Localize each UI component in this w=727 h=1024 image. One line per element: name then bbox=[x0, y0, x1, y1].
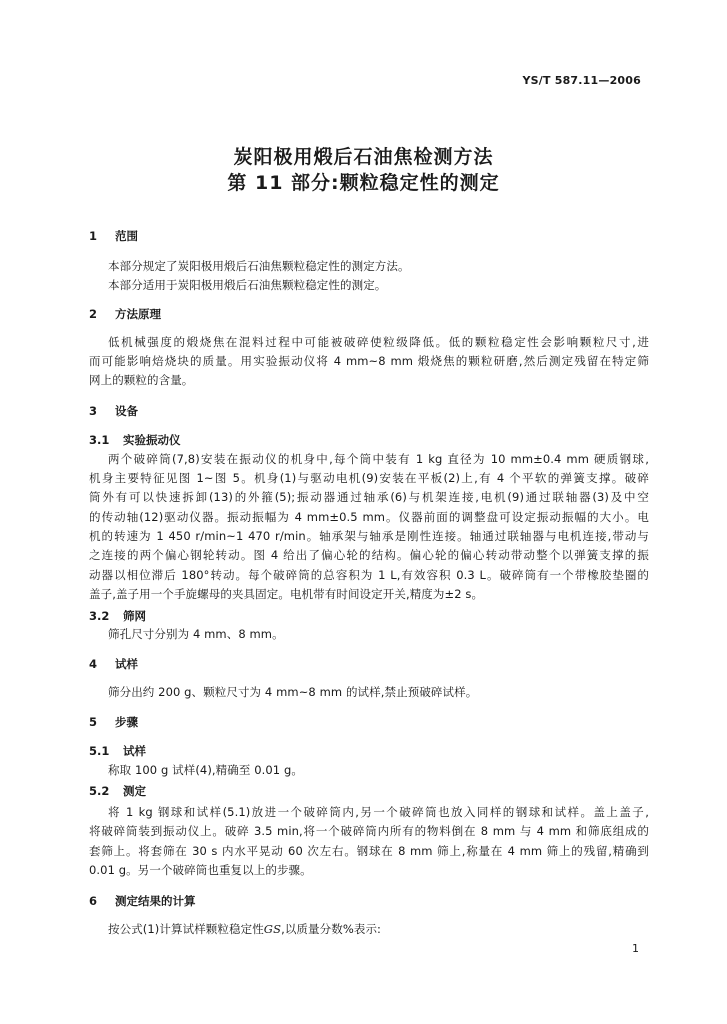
subsection-title: 测定 bbox=[123, 784, 146, 798]
formula-intro-suffix: ,以质量分数%表示: bbox=[281, 922, 382, 936]
subsection-3-2-line: 筛孔尺寸分别为 4 mm、8 mm。 bbox=[108, 627, 284, 641]
subsection-number: 3.1 bbox=[89, 433, 110, 447]
section-number: 4 bbox=[89, 657, 98, 671]
section-title: 方法原理 bbox=[115, 307, 161, 321]
section-title: 范围 bbox=[115, 229, 138, 243]
section-6-paragraph-line bbox=[89, 922, 649, 936]
formula-intro-text: 按公式(1)计算试样颗粒稳定性 bbox=[108, 922, 264, 936]
subsection-3-1-line: 盖子,盖子用一个手旋螺母的夹具固定。电机带有时间设定开关,精度为±2 s。 bbox=[89, 587, 484, 601]
gs-symbol: GS bbox=[263, 922, 282, 936]
subsection-title: 试样 bbox=[123, 744, 146, 758]
page-number: 1 bbox=[632, 942, 639, 955]
section-2-paragraph-line: 网上的颗粒的含量。 bbox=[89, 373, 194, 387]
section-number: 6 bbox=[89, 894, 98, 908]
section-1-paragraph-line: 本部分规定了炭阳极用煅后石油焦颗粒稳定性的测定方法。 bbox=[108, 259, 410, 273]
subsection-3-1-line: 动器以相位滞后 180°转动。每个破碎筒的总容积为 1 L,有效容积 0.3 L。破碎筒有一个带橡胶垫圈的 bbox=[89, 568, 649, 582]
subsection-5-2-line: 将破碎筒装到振动仪上。破碎 3.5 min,将一个破碎筒内所有的物料倒在 8 mm 与 4 mm 和筛底组成的 bbox=[89, 824, 649, 838]
subsection-3-1-line: 之连接的两个偏心钢轮转动。图 4 给出了偏心轮的结构。偏心轮的偏心转动带动整个以弹簧支撑的振 bbox=[89, 548, 649, 562]
standard-number: YS/T 587.11—2006 bbox=[522, 74, 641, 87]
subsection-5-2-line: 套筛上。将套筛在 30 s 内水平晃动 60 次左右。钢球在 8 mm 筛上,称量在 4 mm 筛上的残留,精确到 bbox=[89, 844, 649, 858]
subsection-5-2-line: 0.01 g。另一个破碎筒也重复以上的步骤。 bbox=[89, 863, 312, 877]
section-2-paragraph-line: 低机械强度的煅烧焦在混料过程中可能被破碎使粒级降低。低的颗粒稳定性会影响颗粒尺寸,进 bbox=[108, 335, 649, 349]
section-5-heading bbox=[89, 715, 138, 729]
section-1-heading bbox=[89, 229, 138, 243]
subsection-3-1-line: 两个破碎筒(7,8)安装在振动仪的机身中,每个筒中装有 1 kg 直径为 10 mm±0.4 mm 硬质钢球, bbox=[108, 452, 649, 466]
subsection-title: 筛网 bbox=[123, 609, 146, 623]
section-title: 试样 bbox=[115, 657, 138, 671]
section-1-paragraph-line: 本部分适用于炭阳极用煅后石油焦颗粒稳定性的测定。 bbox=[108, 278, 387, 292]
section-title: 步骤 bbox=[115, 715, 138, 729]
subsection-title: 实验振动仪 bbox=[123, 433, 181, 447]
section-number: 2 bbox=[89, 307, 98, 321]
subsection-3-1-line: 机的转速为 1 450 r/min~1 470 r/min。轴承架与轴承是刚性连接。轴通过联轴器与电机连接,带动与 bbox=[89, 529, 649, 543]
subsection-5-2-heading bbox=[89, 784, 146, 798]
document-title-line2: 第 11 部分:颗粒稳定性的测定 bbox=[227, 172, 500, 194]
section-6-heading bbox=[89, 894, 196, 908]
section-4-heading bbox=[89, 657, 138, 671]
subsection-3-1-line: 的传动轴(12)驱动仪器。振动振幅为 4 mm±0.5 mm。仪器前面的调整盘可设定振动振幅的大小。电 bbox=[89, 510, 649, 524]
section-number: 5 bbox=[89, 715, 98, 729]
section-2-heading bbox=[89, 307, 161, 321]
section-2-paragraph-line: 而可能影响焙烧块的质量。用实验振动仪将 4 mm~8 mm 煅烧焦的颗粒研磨,然后测定残留在特定筛 bbox=[89, 354, 649, 368]
subsection-number: 5.2 bbox=[89, 784, 110, 798]
subsection-5-1-line: 称取 100 g 试样(4),精确至 0.01 g。 bbox=[108, 763, 303, 777]
subsection-number: 5.1 bbox=[89, 744, 110, 758]
subsection-number: 3.2 bbox=[89, 609, 110, 623]
subsection-3-2-heading bbox=[89, 609, 146, 623]
section-title: 设备 bbox=[115, 404, 138, 418]
section-title: 测定结果的计算 bbox=[115, 894, 196, 908]
subsection-5-1-heading bbox=[89, 744, 146, 758]
section-number: 3 bbox=[89, 404, 98, 418]
subsection-3-1-line: 机身主要特征见图 1~图 5。机身(1)与驱动电机(9)安装在平板(2)上,有 4 个平软的弹簧支撑。破碎 bbox=[89, 471, 649, 485]
subsection-5-2-line: 将 1 kg 钢球和试样(5.1)放进一个破碎筒内,另一个破碎筒也放入同样的钢球和试样。盖上盖子, bbox=[108, 805, 649, 819]
section-number: 1 bbox=[89, 229, 98, 243]
section-3-heading bbox=[89, 404, 138, 418]
section-4-paragraph-line: 筛分出约 200 g、颗粒尺寸为 4 mm~8 mm 的试样,禁止预破碎试样。 bbox=[108, 685, 478, 699]
subsection-3-1-heading bbox=[89, 433, 181, 447]
document-title-line1: 炭阳极用煅后石油焦检测方法 bbox=[233, 146, 494, 168]
subsection-3-1-line: 筒外有可以快速拆卸(13)的外箍(5);振动器通过轴承(6)与机架连接,电机(9)通过联轴器(3)及中空 bbox=[89, 490, 649, 504]
